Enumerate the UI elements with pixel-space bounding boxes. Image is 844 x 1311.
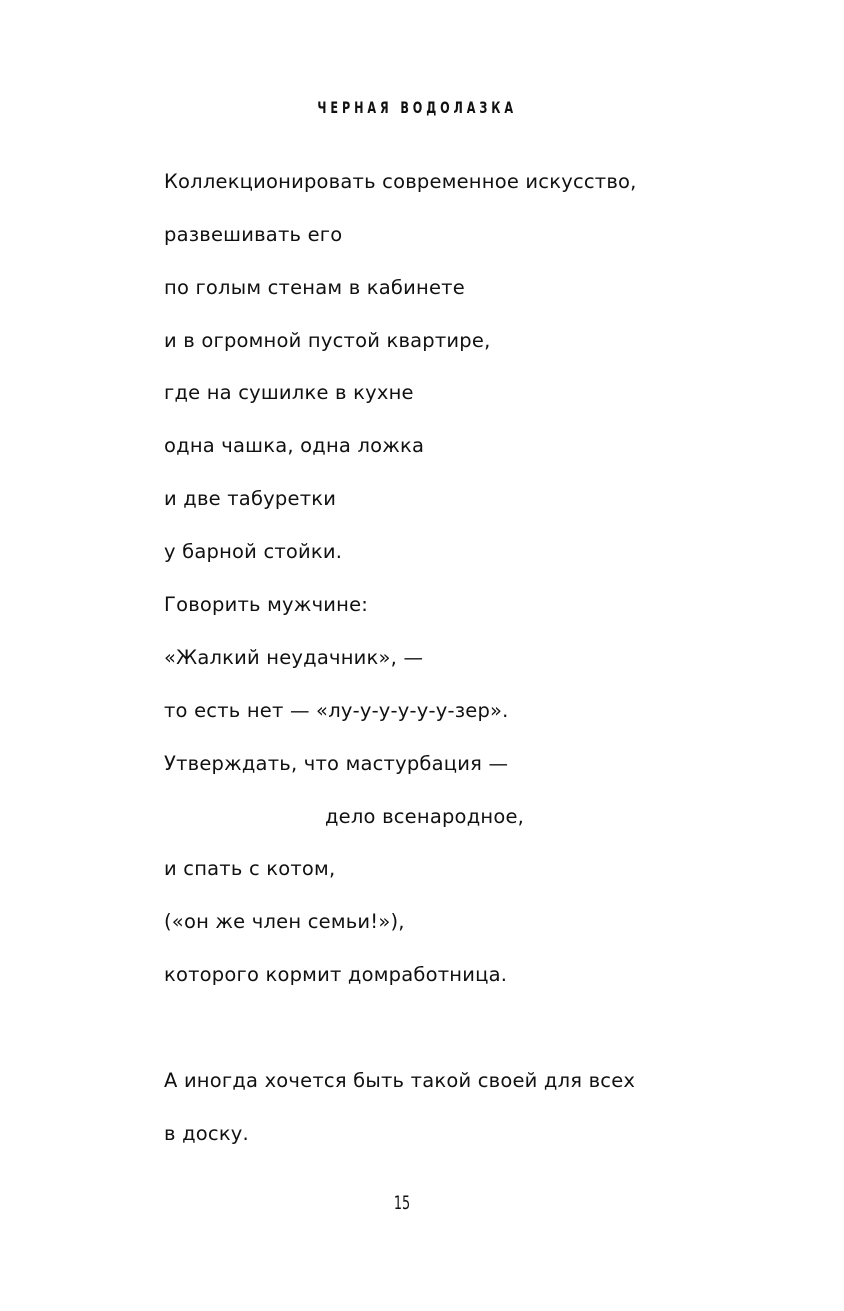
- running-header: ЧЕРНАЯ ВОДОЛАЗКА: [317, 98, 517, 117]
- poem-line: Коллекционировать современное искусство,: [164, 170, 637, 193]
- poem-line: которого кормит домработница.: [164, 963, 508, 986]
- poem-line: и в огромной пустой квартире,: [164, 329, 491, 352]
- poem-line: Говорить мужчине:: [164, 593, 369, 616]
- poem-line: и две табуретки: [164, 487, 337, 510]
- poem-line: где на сушилке в кухне: [164, 381, 414, 404]
- poem-line: в доску.: [164, 1122, 249, 1145]
- poem-line: по голым стенам в кабинете: [164, 276, 465, 299]
- poem-line: («он же член семьи!»),: [164, 910, 405, 933]
- poem-line: А иногда хочется быть такой своей для всех: [164, 1069, 636, 1092]
- poem-line: у барной стойки.: [164, 540, 343, 563]
- poem-line: развешивать его: [164, 223, 343, 246]
- poem-line: «Жалкий неудачник», —: [164, 646, 424, 669]
- poem-line: и спать с котом,: [164, 857, 336, 880]
- poem-line: то есть нет — «лу-у-у-у-у-у-зер».: [164, 699, 509, 722]
- poem-line: Утверждать, что мастурбация —: [164, 752, 509, 775]
- page-number: 15: [393, 1192, 411, 1214]
- poem-line: одна чашка, одна ложка: [164, 434, 425, 457]
- poem-line-indented: дело всенародное,: [325, 805, 525, 828]
